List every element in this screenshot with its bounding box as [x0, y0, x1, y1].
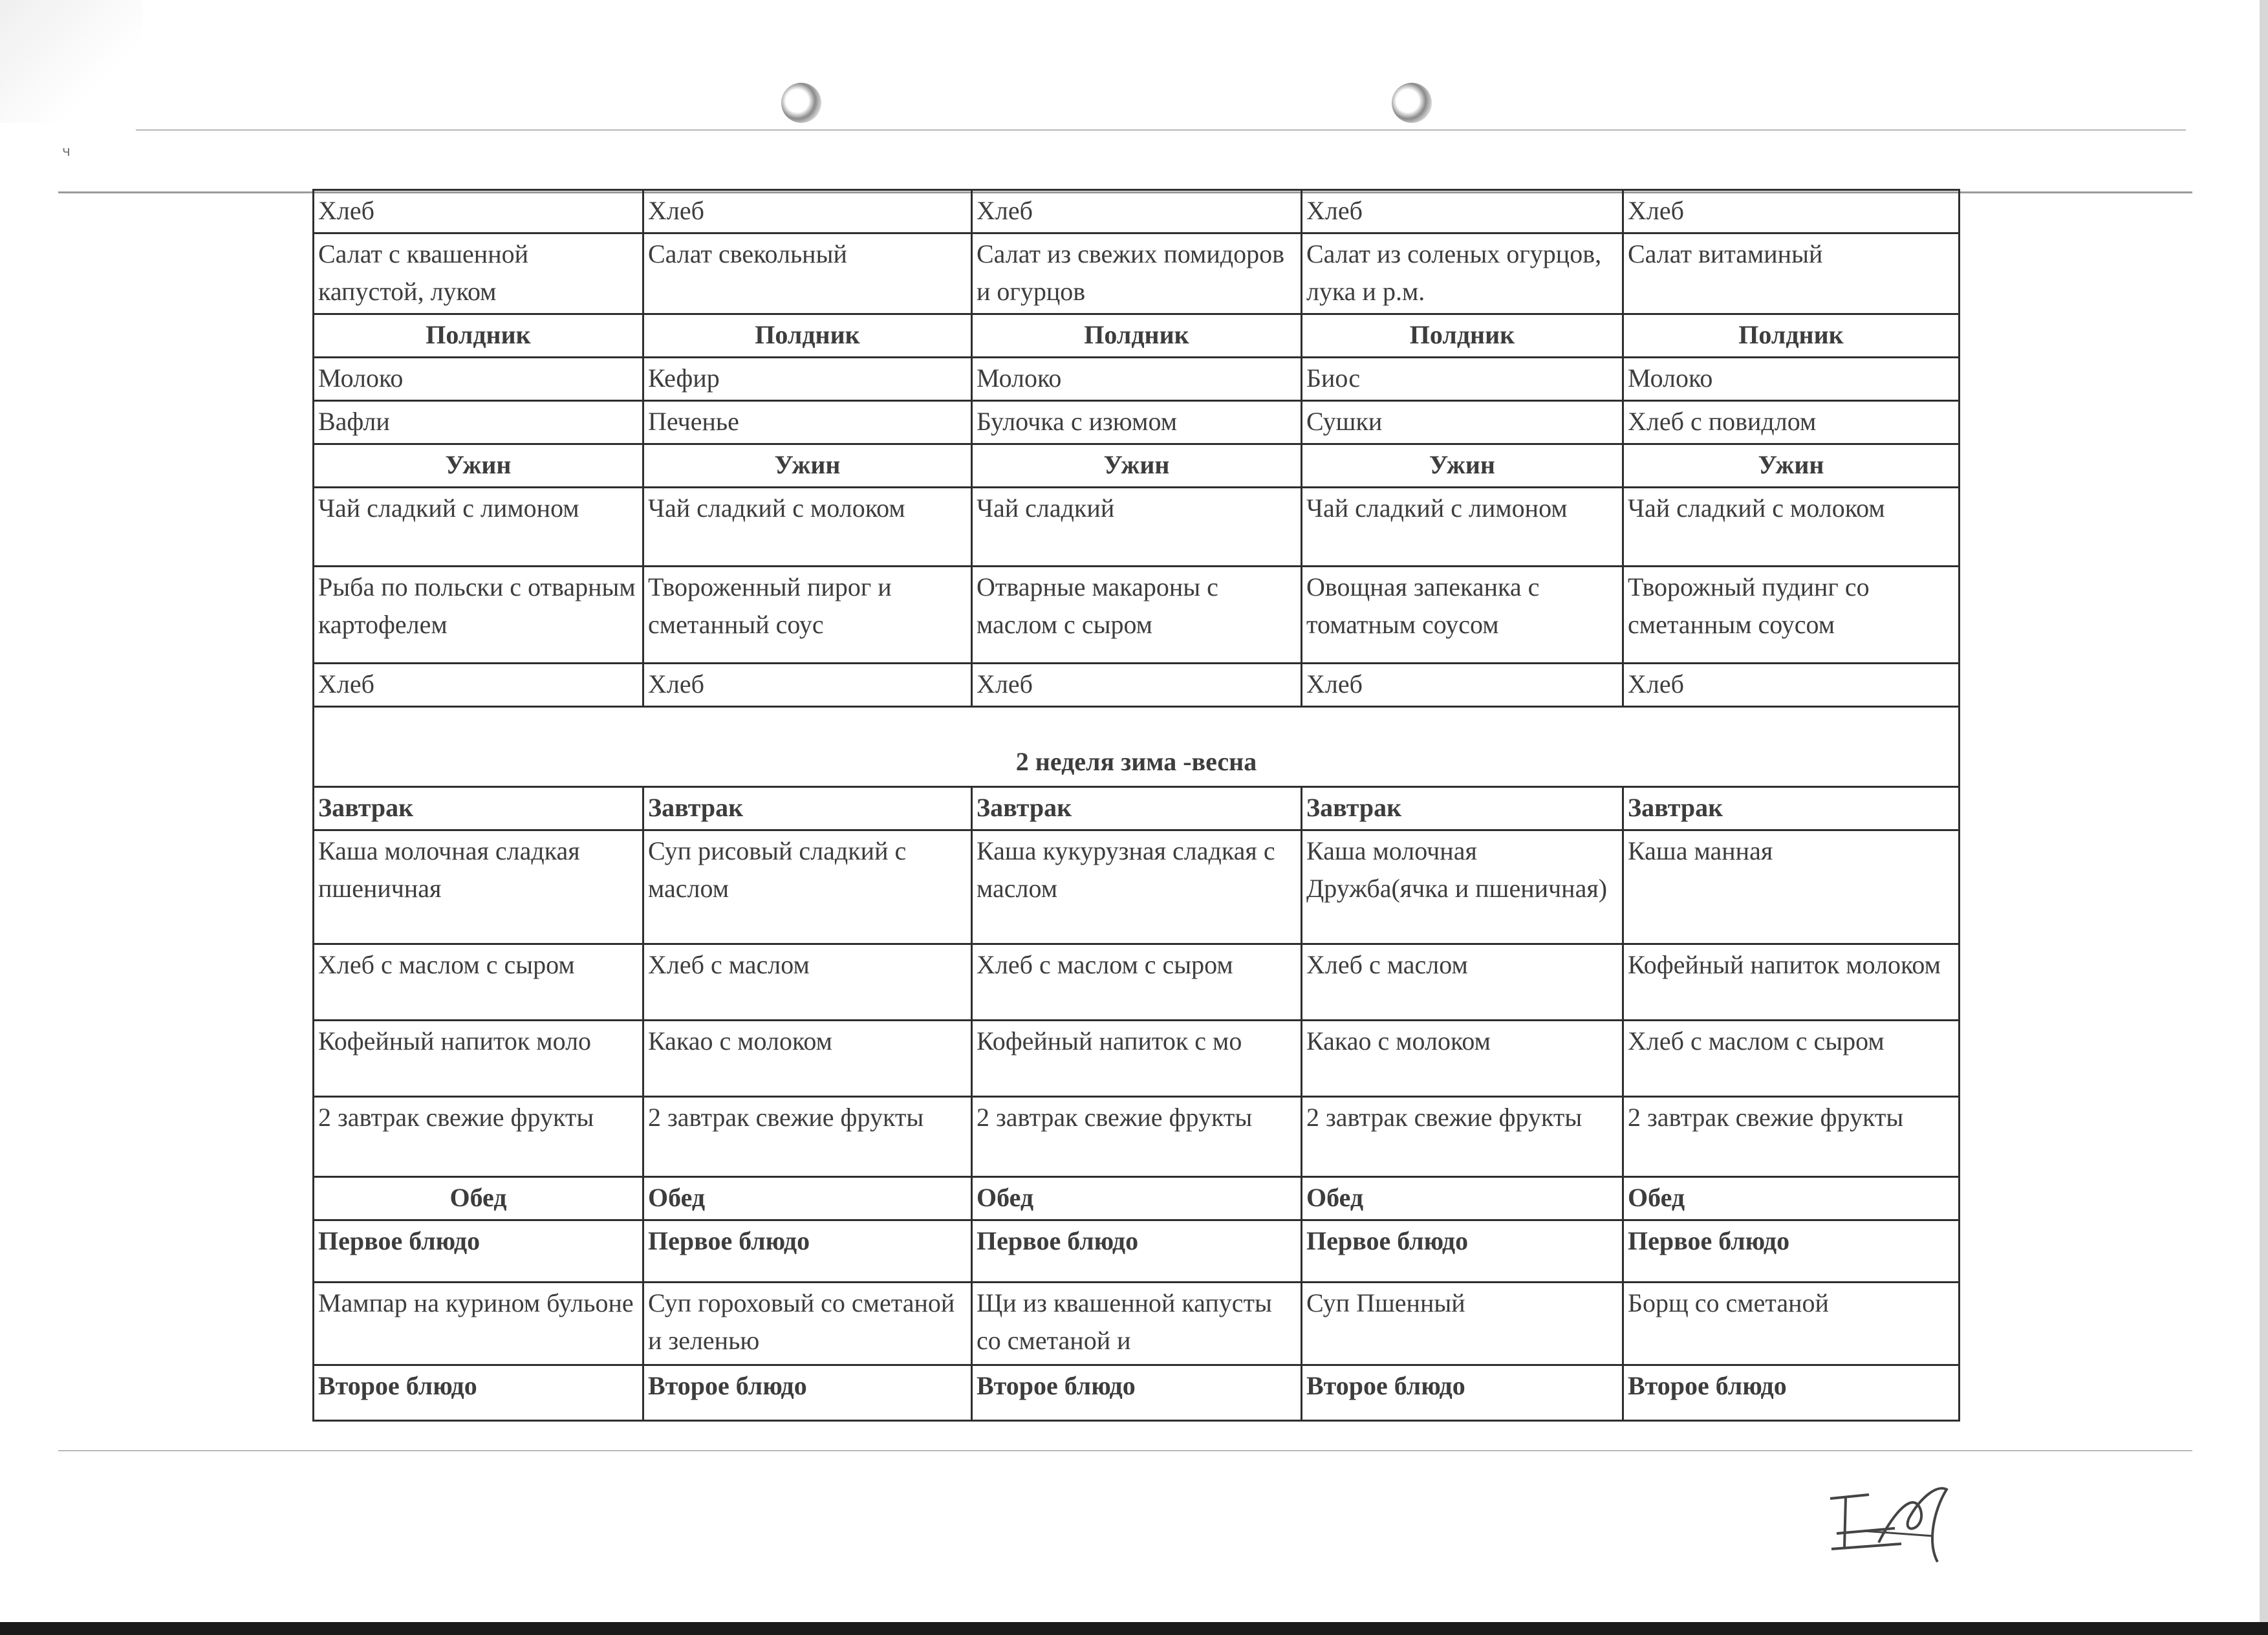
table-cell: Хлеб [972, 664, 1302, 707]
table-row-heading [314, 1220, 1960, 1283]
table-cell: 2 завтрак свежие фрукты [643, 1097, 972, 1177]
table-row [314, 358, 1960, 401]
margin-mark: ч [62, 144, 70, 160]
table-cell: Хлеб [1302, 664, 1623, 707]
table-row [314, 488, 1960, 567]
table-row-heading [314, 787, 1960, 830]
table-row [314, 1283, 1960, 1365]
table-cell: Суп гороховый со сметаной и зеленью [643, 1283, 972, 1365]
table-row [314, 944, 1960, 1021]
handwritten-signature [1824, 1471, 1979, 1568]
table-cell: Хлеб [1623, 664, 1960, 707]
meal-heading: Ужин [1623, 444, 1960, 488]
table-cell: Салат свекольный [643, 233, 972, 314]
meal-heading: Полдник [1302, 314, 1623, 358]
table-cell: Чай сладкий с молоком [643, 488, 972, 567]
meal-heading: Обед [314, 1177, 643, 1220]
table-cell: Суп Пшенный [1302, 1283, 1623, 1365]
table-cell: Какао с молоком [1302, 1021, 1623, 1097]
meal-heading: Ужин [643, 444, 972, 488]
course-heading: Первое блюдо [1623, 1220, 1960, 1283]
course-heading: Второе блюдо [314, 1365, 643, 1421]
meal-heading: Обед [1623, 1177, 1960, 1220]
meal-heading: Полдник [643, 314, 972, 358]
table-row [314, 233, 1960, 314]
meal-heading: Ужин [314, 444, 643, 488]
meal-heading: Завтрак [1623, 787, 1960, 830]
table-cell: Булочка с изюмом [972, 401, 1302, 444]
table-cell: Молоко [314, 358, 643, 401]
table-cell: Салат из свежих помидоров и огурцов [972, 233, 1302, 314]
table-cell: Творожный пудинг со сметанным соусом [1623, 567, 1960, 664]
table-cell: Хлеб [1623, 190, 1960, 233]
table-row [314, 1021, 1960, 1097]
table-cell: 2 завтрак свежие фрукты [314, 1097, 643, 1177]
meal-heading: Ужин [1302, 444, 1623, 488]
table-cell: Биос [1302, 358, 1623, 401]
meal-heading: Обед [1302, 1177, 1623, 1220]
table-row [314, 1097, 1960, 1177]
table-cell: Рыба по польски с отварным картофелем [314, 567, 643, 664]
course-heading: Первое блюдо [1302, 1220, 1623, 1283]
scan-edge-right [2260, 0, 2268, 1635]
table-cell: Чай сладкий с лимоном [314, 488, 643, 567]
table-cell: Какао с молоком [643, 1021, 972, 1097]
table-cell: Хлеб [972, 190, 1302, 233]
meal-heading: Ужин [972, 444, 1302, 488]
table-cell: 2 завтрак свежие фрукты [1623, 1097, 1960, 1177]
meal-heading: Обед [643, 1177, 972, 1220]
table-cell: Хлеб [643, 664, 972, 707]
table-row-heading [314, 314, 1960, 358]
table-cell: Хлеб [1302, 190, 1623, 233]
course-heading: Второе блюдо [1623, 1365, 1960, 1421]
meal-heading: Обед [972, 1177, 1302, 1220]
week-title: 2 неделя зима -весна [314, 707, 1960, 787]
table-cell: Кофейный напиток моло [314, 1021, 643, 1097]
table-cell: Твороженный пирог и сметанный соус [643, 567, 972, 664]
table-cell: Борщ со сметаной [1623, 1283, 1960, 1365]
table-cell: Щи из квашенной капусты со сметаной и [972, 1283, 1302, 1365]
table-row-heading [314, 1365, 1960, 1421]
table-cell: Овощная запеканка с томатным соусом [1302, 567, 1623, 664]
course-heading: Первое блюдо [643, 1220, 972, 1283]
table-cell: Чай сладкий с лимоном [1302, 488, 1623, 567]
table-cell: Молоко [972, 358, 1302, 401]
menu-table [312, 189, 1960, 1422]
table-cell: Сушки [1302, 401, 1623, 444]
table-row-heading [314, 444, 1960, 488]
table-cell: Отварные макароны с маслом с сыром [972, 567, 1302, 664]
table-cell: Печенье [643, 401, 972, 444]
table-cell: Кофейный напиток молоком [1623, 944, 1960, 1021]
table-row [314, 401, 1960, 444]
meal-heading: Завтрак [1302, 787, 1623, 830]
table-cell: Кофейный напиток с мо [972, 1021, 1302, 1097]
scan-edge-bottom [0, 1622, 2268, 1635]
table-row-heading [314, 1177, 1960, 1220]
table-cell: Мампар на курином бульоне [314, 1283, 643, 1365]
table-cell: Салат витаминый [1623, 233, 1960, 314]
table-cell: Салат с квашенной капустой, луком [314, 233, 643, 314]
table-cell: Каша манная [1623, 830, 1960, 944]
punch-hole-left [781, 83, 821, 123]
table-cell: Каша молочная Дружба(ячка и пшеничная) [1302, 830, 1623, 944]
table-cell: 2 завтрак свежие фрукты [1302, 1097, 1623, 1177]
table-cell: Хлеб [643, 190, 972, 233]
table-cell: Салат из соленых огурцов, лука и р.м. [1302, 233, 1623, 314]
table-row-title [314, 707, 1960, 787]
course-heading: Второе блюдо [643, 1365, 972, 1421]
meal-heading: Завтрак [314, 787, 643, 830]
course-heading: Первое блюдо [314, 1220, 643, 1283]
table-cell: Хлеб с маслом с сыром [1623, 1021, 1960, 1097]
scan-line-lower [58, 1450, 2192, 1451]
table-cell: Молоко [1623, 358, 1960, 401]
meal-heading: Полдник [314, 314, 643, 358]
course-heading: Первое блюдо [972, 1220, 1302, 1283]
meal-heading: Полдник [1623, 314, 1960, 358]
table-cell: Каша молочная сладкая пшеничная [314, 830, 643, 944]
course-heading: Второе блюдо [1302, 1365, 1623, 1421]
page-corner-shade [0, 0, 142, 123]
table-cell: Суп рисовый сладкий с маслом [643, 830, 972, 944]
table-row [314, 664, 1960, 707]
table-cell: Хлеб с маслом с сыром [972, 944, 1302, 1021]
table-cell: Хлеб с маслом с сыром [314, 944, 643, 1021]
table-cell: Хлеб [314, 664, 643, 707]
course-heading: Второе блюдо [972, 1365, 1302, 1421]
table-cell: Кефир [643, 358, 972, 401]
table-cell: Чай сладкий с молоком [1623, 488, 1960, 567]
table-cell: Хлеб [314, 190, 643, 233]
table-cell: Каша кукурузная сладкая с маслом [972, 830, 1302, 944]
table-row [314, 190, 1960, 233]
meal-heading: Завтрак [643, 787, 972, 830]
punch-hole-right [1392, 83, 1432, 123]
table-row [314, 830, 1960, 944]
table-cell: Хлеб с маслом [643, 944, 972, 1021]
table-cell: Чай сладкий [972, 488, 1302, 567]
table-cell: Хлеб с повидлом [1623, 401, 1960, 444]
meal-heading: Завтрак [972, 787, 1302, 830]
meal-heading: Полдник [972, 314, 1302, 358]
table-row [314, 567, 1960, 664]
table-cell: Хлеб с маслом [1302, 944, 1623, 1021]
table-cell: Вафли [314, 401, 643, 444]
scan-line-top [136, 129, 2186, 131]
table-cell: 2 завтрак свежие фрукты [972, 1097, 1302, 1177]
